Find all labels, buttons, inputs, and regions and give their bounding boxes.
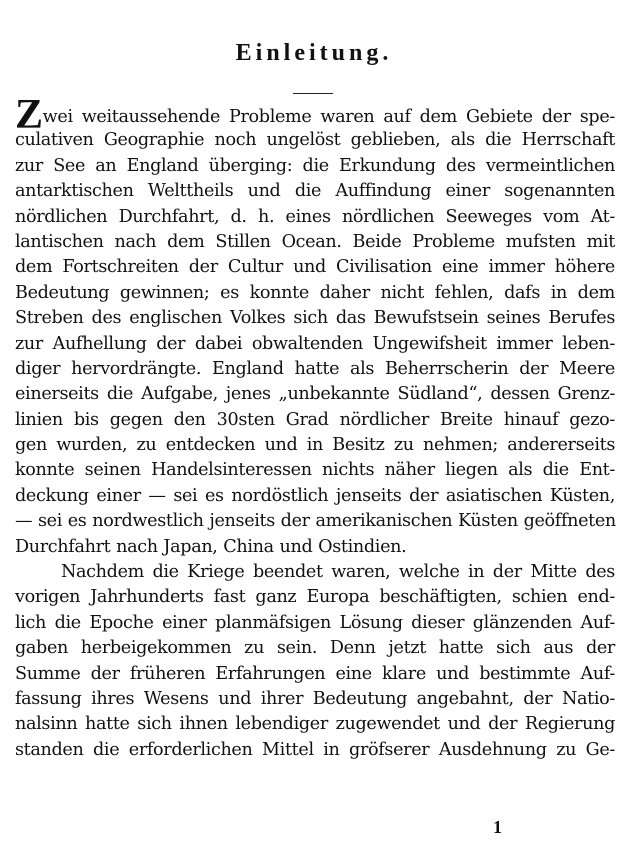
text-line: diger hervordrängte. England hatte als Beherrscherin der Meere [15, 358, 615, 379]
text-line: antarktischen Welttheils und die Auffindung einer sogenannten [15, 181, 615, 202]
text-line: Bedeutung gewinnen; es konnte daher nicht fehlen, dafs in dem [15, 282, 615, 303]
text-line: — sei es nordwestlich jenseits der amerikanischen Küsten geöffneten [15, 511, 616, 532]
text-line: lantischen nach dem Stillen Ocean. Beide Probleme mufsten mit [15, 231, 615, 252]
page-number: 1 [493, 817, 502, 837]
initial-letter: Z [15, 92, 43, 138]
text-line: Zwei weitaussehende Probleme waren auf dem Gebiete der spe- [15, 92, 615, 138]
text-line: lich die Epoche einer planmäfsigen Lösung dieser glänzenden Auf- [15, 612, 615, 633]
text-line: Durchfahrt nach Japan, China und Ostindien. [15, 536, 407, 557]
text-line: standen die erforderlichen Mittel in gröfserer Ausdehnung zu Ge- [15, 739, 615, 760]
heading-rule [293, 93, 333, 94]
text-line: vorigen Jahrhunderts fast ganz Europa beschäftigten, schien end- [15, 587, 615, 608]
text-line: culativen Geographie noch ungelöst geblieben, als die Herrschaft [15, 130, 615, 151]
text-line: gaben herbeigekommen zu sein. Denn jetzt hatte sich aus der [15, 638, 615, 659]
text-line: Streben des englischen Volkes sich das Bewufstsein seines Berufes [15, 308, 615, 329]
text-line: nördlichen Durchfahrt, d. h. eines nördlichen Seeweges vom At- [15, 206, 615, 227]
chapter-heading: Einleitung. [235, 40, 393, 66]
text-line: Nachdem die Kriege beendet waren, welche in der Mitte des [61, 562, 615, 583]
text-line: zur See an England überging: die Erkundung des vermeintlichen [15, 155, 615, 176]
text-line: deckung einer — sei es nordöstlich jenseits der asiatischen Küsten, [15, 485, 615, 506]
text-line: dem Fortschreiten der Cultur und Civilisation eine immer höhere [15, 257, 615, 278]
text-line: linien bis gegen den 30sten Grad nördlicher Breite hinauf gezo- [15, 409, 615, 430]
text-line: konnte seinen Handelsinteressen nichts näher liegen als die Ent- [15, 460, 615, 481]
text-line: nalsinn hatte sich ihnen lebendiger zugewendet und der Regierung [15, 714, 615, 735]
text-line: einerseits die Aufgabe, jenes „unbekannte Südland“, dessen Grenz- [15, 384, 615, 405]
text-line: zur Aufhellung der dabei obwaltenden Ungewifsheit immer leben- [15, 333, 615, 354]
text-line: Summe der früheren Erfahrungen eine klare und bestimmte Auf- [15, 663, 615, 684]
body-text [15, 92, 616, 763]
text-line: fassung ihres Wesens und ihrer Bedeutung angebahnt, der Natio- [15, 688, 615, 709]
text-line: gen wurden, zu entdecken und in Besitz zu nehmen; andererseits [15, 435, 615, 456]
